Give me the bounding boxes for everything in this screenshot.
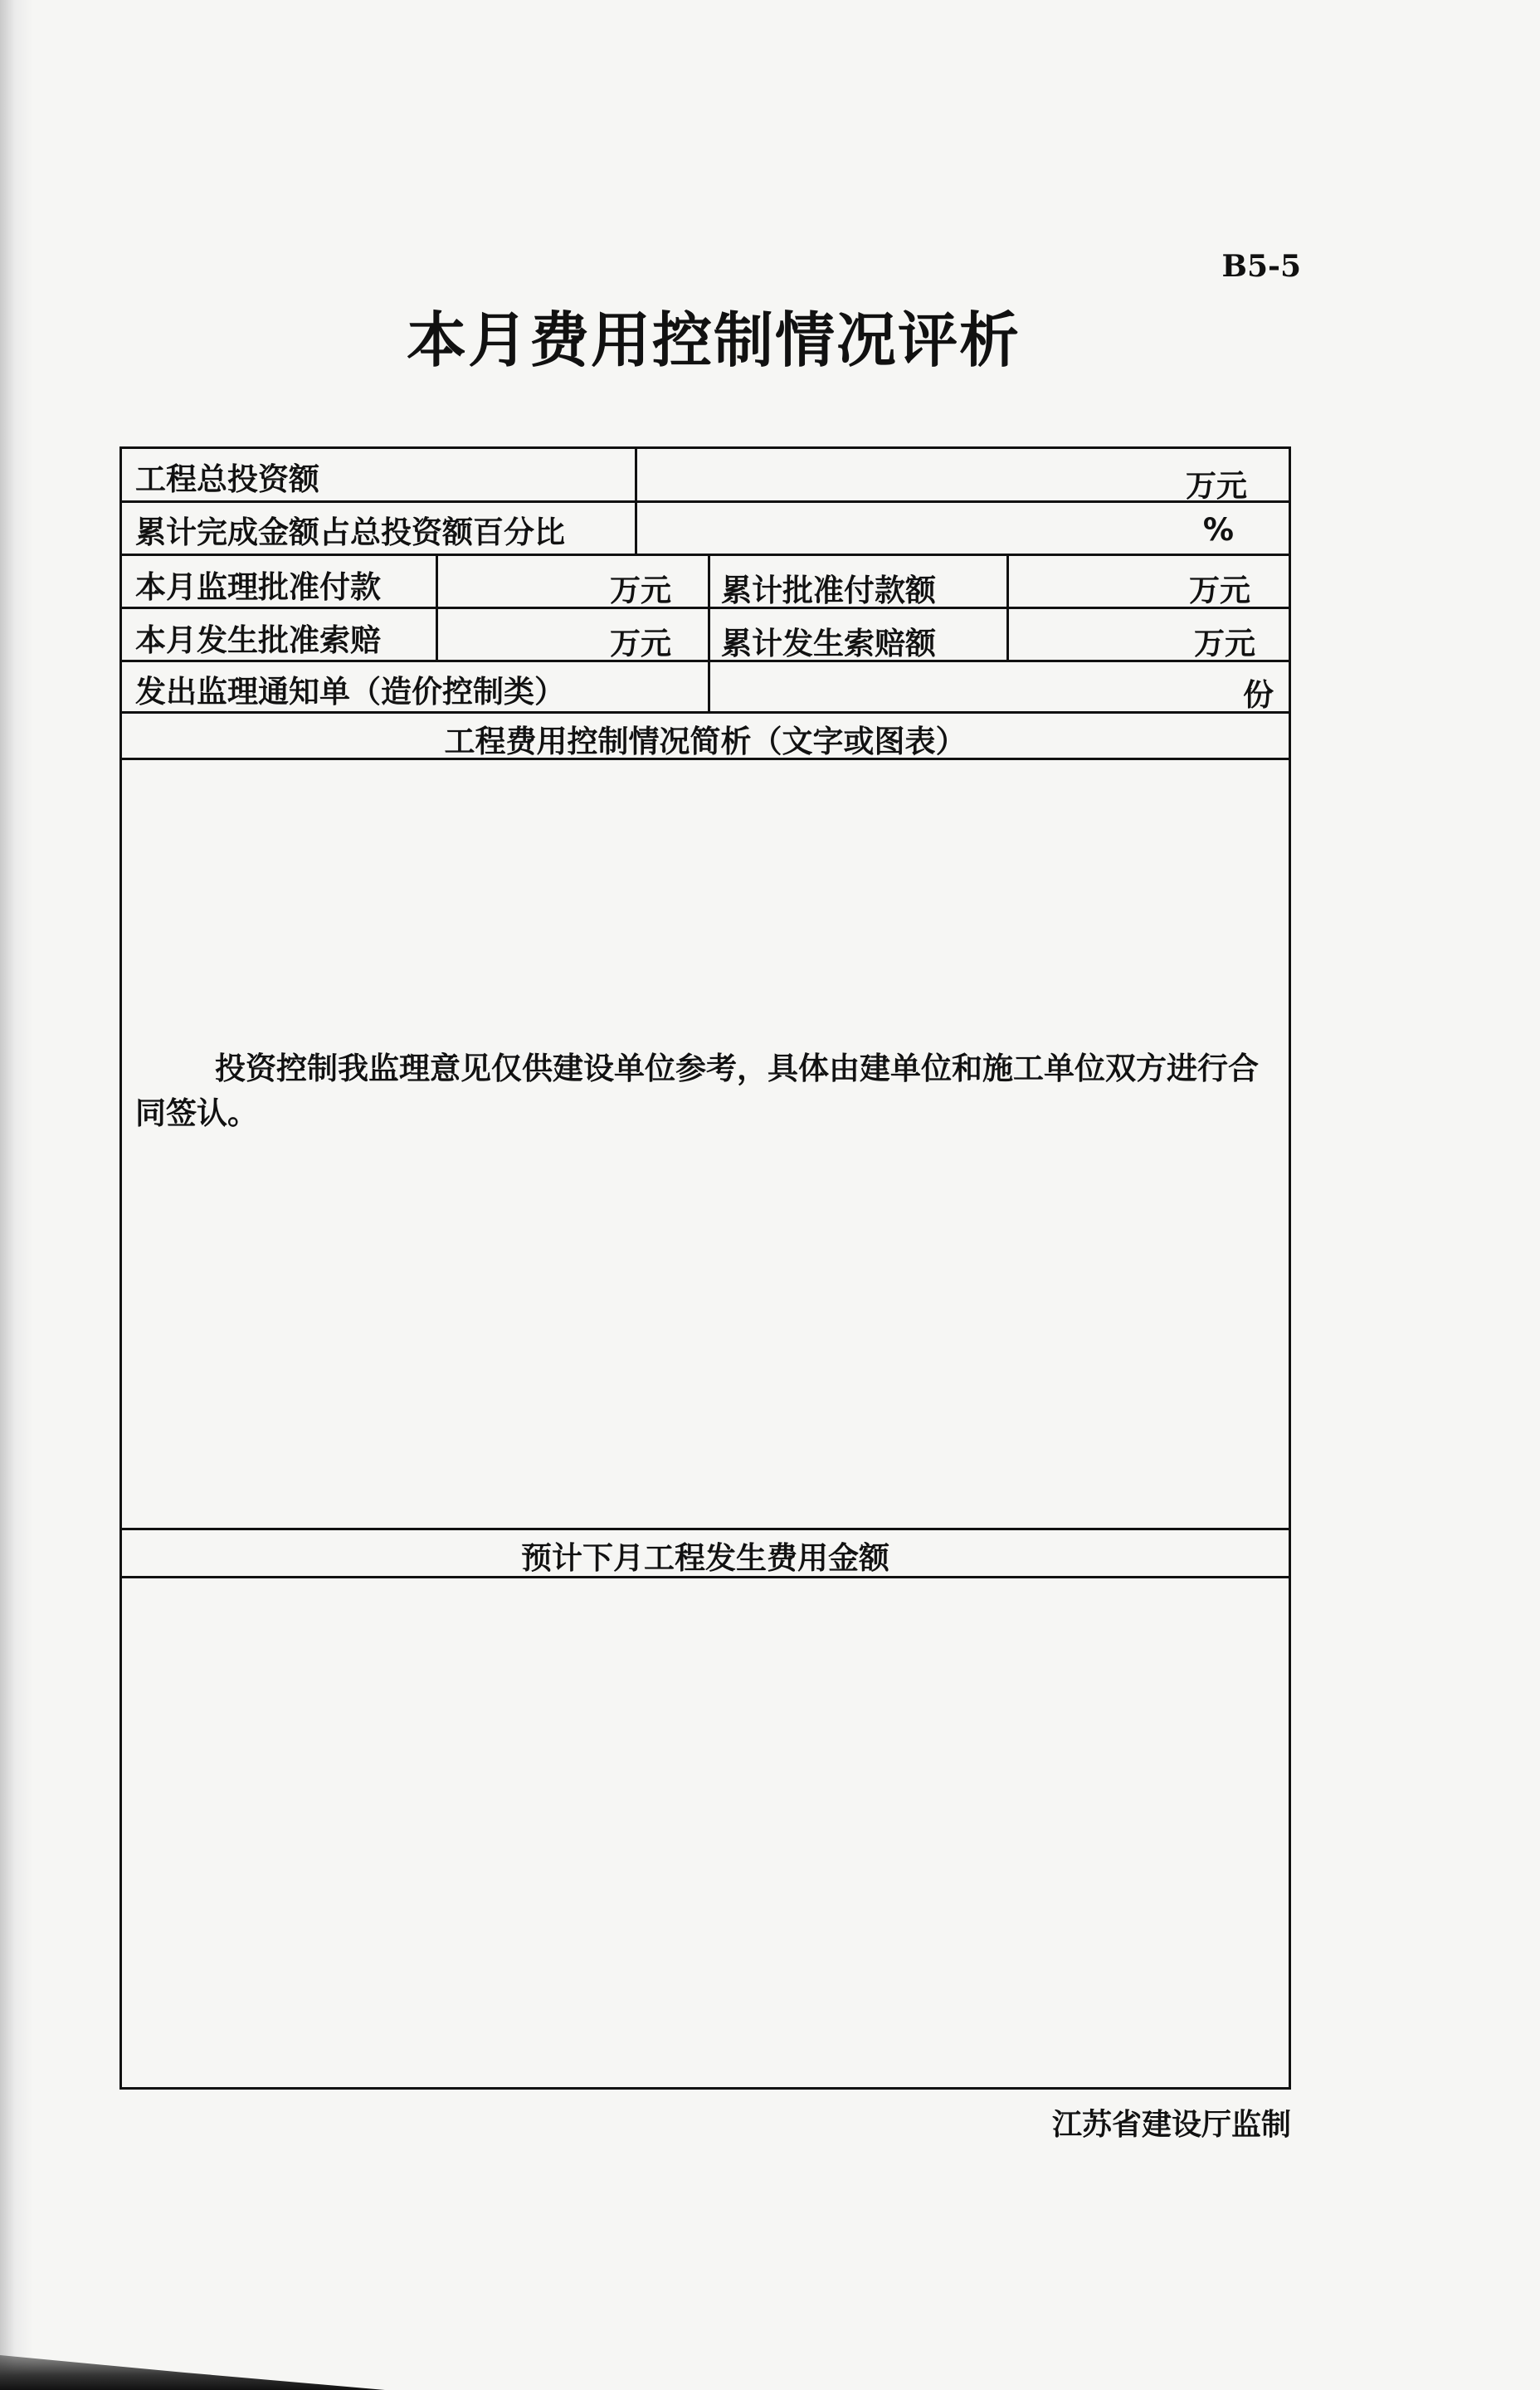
page-title: 本月费用控制情况评析 [406, 305, 1021, 375]
monthly-claim-label: 本月发生批准索赔 [135, 622, 381, 658]
page-edge-shadow [0, 0, 33, 2390]
column-divider [708, 554, 710, 711]
row-divider [122, 554, 1289, 556]
notices-unit: 份 [1243, 677, 1274, 713]
page-bottom-shadow [0, 2332, 1540, 2390]
row-divider [122, 711, 1289, 714]
cumulative-claim-unit: 万元 [1194, 626, 1255, 661]
row-divider [122, 1528, 1289, 1530]
analysis-text: 投资控制我监理意见仅供建设单位参考，具体由建单位和施工单位双方进行合同签认。 [135, 1051, 1259, 1131]
monthly-payment-label: 本月监理批准付款 [135, 569, 381, 605]
row-divider [122, 500, 1289, 503]
column-divider [436, 554, 438, 660]
cumulative-claim-label: 累计发生索赔额 [721, 626, 936, 661]
monthly-claim-unit: 万元 [610, 626, 671, 661]
form-code: B5-5 [1221, 249, 1301, 284]
issuer-footer: 江苏省建设厅监制 [1051, 2108, 1291, 2142]
cumulative-payment-label: 累计批准付款额 [721, 573, 936, 608]
form-table [119, 446, 1291, 2090]
row-divider [122, 607, 1289, 609]
row-divider [122, 660, 1289, 662]
notices-label: 发出监理通知单（造价控制类） [135, 674, 565, 710]
cumulative-payment-unit: 万元 [1189, 573, 1250, 608]
cumulative-percent-label: 累计完成金额占总投资额百分比 [135, 515, 565, 550]
column-divider [1006, 554, 1009, 660]
total-investment-label: 工程总投资额 [135, 461, 319, 497]
column-divider [635, 449, 637, 554]
analysis-heading: 工程费用控制情况简析（文字或图表） [444, 724, 967, 759]
total-investment-unit: 万元 [1186, 468, 1247, 504]
forecast-heading: 预计下月工程发生费用金额 [521, 1540, 889, 1576]
monthly-payment-unit: 万元 [610, 573, 671, 608]
cumulative-percent-unit: % [1202, 512, 1234, 548]
